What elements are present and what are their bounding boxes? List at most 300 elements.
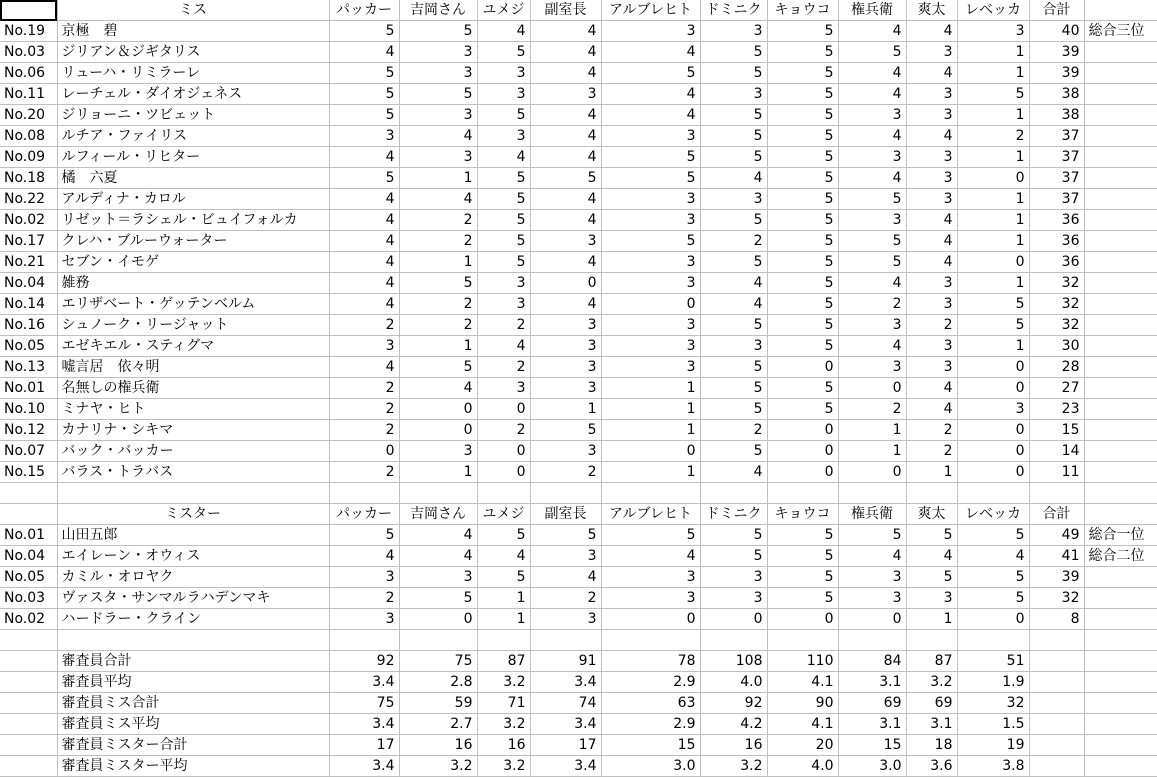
score-cell[interactable]: 2: [906, 315, 957, 336]
score-cell[interactable]: 5: [399, 84, 477, 105]
score-cell[interactable]: 4: [601, 84, 700, 105]
summary-value-cell[interactable]: 4.0: [700, 672, 767, 693]
total-cell[interactable]: 37: [1029, 147, 1084, 168]
rank-note-cell[interactable]: [1084, 315, 1157, 336]
score-cell[interactable]: 5: [601, 525, 700, 546]
score-cell[interactable]: 0: [838, 462, 906, 483]
entry-name-cell[interactable]: エリザベート・ゲッテンベルム: [57, 294, 329, 315]
score-cell[interactable]: 4: [477, 147, 530, 168]
entry-id-cell[interactable]: No.22: [0, 189, 57, 210]
score-cell[interactable]: 5: [700, 441, 767, 462]
cell-empty[interactable]: [1084, 714, 1157, 735]
score-cell[interactable]: 2: [530, 588, 601, 609]
judge-header[interactable]: レベッカ: [957, 504, 1029, 525]
score-cell[interactable]: 0: [477, 462, 530, 483]
score-cell[interactable]: 5: [477, 525, 530, 546]
score-cell[interactable]: 3: [477, 273, 530, 294]
summary-value-cell[interactable]: 3.2: [477, 672, 530, 693]
score-cell[interactable]: 0: [957, 609, 1029, 630]
summary-value-cell[interactable]: 17: [329, 735, 399, 756]
score-cell[interactable]: 4: [530, 126, 601, 147]
score-cell[interactable]: 3: [601, 588, 700, 609]
score-cell[interactable]: 1: [399, 168, 477, 189]
summary-value-cell[interactable]: 3.4: [329, 672, 399, 693]
score-cell[interactable]: 2: [399, 210, 477, 231]
cell-empty[interactable]: [1084, 504, 1157, 525]
cell-empty[interactable]: [1084, 756, 1157, 777]
rank-note-cell[interactable]: [1084, 609, 1157, 630]
entry-name-cell[interactable]: 京極 碧: [57, 21, 329, 42]
score-cell[interactable]: 3: [838, 105, 906, 126]
total-cell[interactable]: 15: [1029, 420, 1084, 441]
cell-empty[interactable]: [0, 630, 57, 651]
score-cell[interactable]: 4: [906, 63, 957, 84]
score-cell[interactable]: 5: [700, 546, 767, 567]
score-cell[interactable]: 5: [700, 525, 767, 546]
score-cell[interactable]: 5: [957, 294, 1029, 315]
summary-value-cell[interactable]: 15: [838, 735, 906, 756]
rank-note-cell[interactable]: [1084, 231, 1157, 252]
total-cell[interactable]: 41: [1029, 546, 1084, 567]
mis_section-name-header[interactable]: ミス: [57, 0, 329, 21]
entry-name-cell[interactable]: アルディナ・カロル: [57, 189, 329, 210]
cell-empty[interactable]: [0, 714, 57, 735]
score-cell[interactable]: 3: [601, 336, 700, 357]
score-cell[interactable]: 1: [601, 420, 700, 441]
summary-value-cell[interactable]: 19: [957, 735, 1029, 756]
summary-label-cell[interactable]: 審査員ミスター平均: [57, 756, 329, 777]
mister_section-name-header[interactable]: ミスター: [57, 504, 329, 525]
summary-value-cell[interactable]: 90: [767, 693, 838, 714]
summary-value-cell[interactable]: 2.9: [601, 672, 700, 693]
score-cell[interactable]: 5: [477, 231, 530, 252]
cell-empty[interactable]: [530, 483, 601, 504]
score-cell[interactable]: 5: [767, 588, 838, 609]
rank-note-cell[interactable]: 総合二位: [1084, 546, 1157, 567]
summary-value-cell[interactable]: 3.1: [906, 714, 957, 735]
score-cell[interactable]: 0: [601, 294, 700, 315]
rank-note-cell[interactable]: 総合一位: [1084, 525, 1157, 546]
cell-empty[interactable]: [1029, 693, 1084, 714]
summary-value-cell[interactable]: 3.4: [530, 756, 601, 777]
entry-name-cell[interactable]: カナリナ・シキマ: [57, 420, 329, 441]
cell-empty[interactable]: [1029, 714, 1084, 735]
cell-empty[interactable]: [0, 651, 57, 672]
score-cell[interactable]: 0: [767, 609, 838, 630]
summary-value-cell[interactable]: 3.2: [906, 672, 957, 693]
score-cell[interactable]: 2: [906, 441, 957, 462]
summary-value-cell[interactable]: 16: [700, 735, 767, 756]
summary-value-cell[interactable]: 2.9: [601, 714, 700, 735]
score-cell[interactable]: 0: [957, 168, 1029, 189]
score-cell[interactable]: 4: [477, 336, 530, 357]
total-cell[interactable]: 14: [1029, 441, 1084, 462]
entry-id-cell[interactable]: No.12: [0, 420, 57, 441]
score-cell[interactable]: 0: [399, 399, 477, 420]
score-cell[interactable]: 5: [767, 546, 838, 567]
summary-label-cell[interactable]: 審査員ミス合計: [57, 693, 329, 714]
summary-value-cell[interactable]: 16: [399, 735, 477, 756]
rank-note-cell[interactable]: 総合三位: [1084, 21, 1157, 42]
entry-id-cell[interactable]: No.18: [0, 168, 57, 189]
score-cell[interactable]: 3: [601, 273, 700, 294]
score-cell[interactable]: 0: [329, 441, 399, 462]
judge-header[interactable]: キョウコ: [767, 0, 838, 21]
entry-name-cell[interactable]: 橘 六夏: [57, 168, 329, 189]
score-cell[interactable]: 5: [957, 525, 1029, 546]
rank-note-cell[interactable]: [1084, 378, 1157, 399]
cell-empty[interactable]: [906, 630, 957, 651]
score-cell[interactable]: 5: [767, 147, 838, 168]
score-cell[interactable]: 5: [767, 294, 838, 315]
rank-note-cell[interactable]: [1084, 462, 1157, 483]
entry-id-cell[interactable]: No.03: [0, 588, 57, 609]
score-cell[interactable]: 5: [329, 525, 399, 546]
score-cell[interactable]: 1: [601, 378, 700, 399]
score-cell[interactable]: 4: [906, 252, 957, 273]
score-cell[interactable]: 4: [530, 21, 601, 42]
cell-empty[interactable]: [0, 504, 57, 525]
summary-label-cell[interactable]: 審査員ミスター合計: [57, 735, 329, 756]
score-cell[interactable]: 5: [399, 21, 477, 42]
total-cell[interactable]: 37: [1029, 126, 1084, 147]
score-cell[interactable]: 4: [329, 273, 399, 294]
score-cell[interactable]: 4: [700, 462, 767, 483]
total-cell[interactable]: 28: [1029, 357, 1084, 378]
score-cell[interactable]: 3: [601, 357, 700, 378]
score-cell[interactable]: 2: [329, 462, 399, 483]
score-cell[interactable]: 5: [767, 567, 838, 588]
score-cell[interactable]: 4: [329, 210, 399, 231]
score-cell[interactable]: 5: [767, 525, 838, 546]
cell-empty[interactable]: [1084, 630, 1157, 651]
summary-value-cell[interactable]: 3.1: [838, 672, 906, 693]
judge-header[interactable]: ユメジ: [477, 504, 530, 525]
entry-name-cell[interactable]: クレハ・ブルーウォーター: [57, 231, 329, 252]
score-cell[interactable]: 3: [601, 567, 700, 588]
score-cell[interactable]: 1: [957, 42, 1029, 63]
score-cell[interactable]: 2: [329, 588, 399, 609]
score-cell[interactable]: 5: [838, 525, 906, 546]
score-cell[interactable]: 5: [601, 168, 700, 189]
score-cell[interactable]: 4: [530, 210, 601, 231]
judge-header[interactable]: アルブレヒト: [601, 0, 700, 21]
score-cell[interactable]: 5: [957, 567, 1029, 588]
score-cell[interactable]: 3: [906, 189, 957, 210]
score-cell[interactable]: 4: [906, 546, 957, 567]
cell-empty[interactable]: [1084, 672, 1157, 693]
summary-value-cell[interactable]: 17: [530, 735, 601, 756]
cell-empty[interactable]: [1029, 735, 1084, 756]
score-cell[interactable]: 4: [700, 294, 767, 315]
score-cell[interactable]: 0: [767, 420, 838, 441]
score-cell[interactable]: 5: [767, 273, 838, 294]
cell-empty[interactable]: [57, 483, 329, 504]
cell-empty[interactable]: [700, 630, 767, 651]
score-cell[interactable]: 5: [329, 21, 399, 42]
score-cell[interactable]: 5: [700, 252, 767, 273]
entry-name-cell[interactable]: レーチェル・ダイオジェネス: [57, 84, 329, 105]
score-cell[interactable]: 5: [477, 252, 530, 273]
total-cell[interactable]: 49: [1029, 525, 1084, 546]
summary-value-cell[interactable]: 20: [767, 735, 838, 756]
score-cell[interactable]: 3: [399, 147, 477, 168]
cell-empty[interactable]: [57, 630, 329, 651]
cell-empty[interactable]: [1084, 693, 1157, 714]
score-cell[interactable]: 3: [477, 63, 530, 84]
score-cell[interactable]: 4: [530, 189, 601, 210]
total-cell[interactable]: 11: [1029, 462, 1084, 483]
score-cell[interactable]: 5: [700, 147, 767, 168]
score-cell[interactable]: 3: [601, 252, 700, 273]
score-cell[interactable]: 0: [767, 441, 838, 462]
score-cell[interactable]: 5: [767, 21, 838, 42]
cell-empty[interactable]: [1029, 756, 1084, 777]
score-cell[interactable]: 5: [767, 189, 838, 210]
score-cell[interactable]: 4: [329, 147, 399, 168]
score-cell[interactable]: 2: [957, 126, 1029, 147]
score-cell[interactable]: 1: [477, 609, 530, 630]
score-cell[interactable]: 0: [767, 462, 838, 483]
score-cell[interactable]: 0: [477, 399, 530, 420]
score-cell[interactable]: 4: [530, 105, 601, 126]
total-cell[interactable]: 32: [1029, 588, 1084, 609]
score-cell[interactable]: 5: [477, 210, 530, 231]
entry-id-cell[interactable]: No.10: [0, 399, 57, 420]
cell-empty[interactable]: [0, 483, 57, 504]
summary-value-cell[interactable]: 78: [601, 651, 700, 672]
summary-value-cell[interactable]: 18: [906, 735, 957, 756]
total-cell[interactable]: 30: [1029, 336, 1084, 357]
total-cell[interactable]: 36: [1029, 231, 1084, 252]
score-cell[interactable]: 4: [838, 168, 906, 189]
score-cell[interactable]: 0: [601, 441, 700, 462]
summary-value-cell[interactable]: 92: [700, 693, 767, 714]
score-cell[interactable]: 0: [957, 378, 1029, 399]
summary-value-cell[interactable]: 3.2: [477, 714, 530, 735]
score-cell[interactable]: 3: [906, 147, 957, 168]
score-cell[interactable]: 3: [957, 399, 1029, 420]
score-cell[interactable]: 5: [957, 588, 1029, 609]
cell-empty[interactable]: [0, 672, 57, 693]
score-cell[interactable]: 3: [601, 189, 700, 210]
summary-value-cell[interactable]: 4.1: [767, 672, 838, 693]
summary-value-cell[interactable]: 69: [838, 693, 906, 714]
score-cell[interactable]: 4: [329, 252, 399, 273]
score-cell[interactable]: 5: [399, 273, 477, 294]
total-cell[interactable]: 27: [1029, 378, 1084, 399]
summary-value-cell[interactable]: 4.2: [700, 714, 767, 735]
rank-note-cell[interactable]: [1084, 399, 1157, 420]
score-cell[interactable]: 1: [530, 399, 601, 420]
judge-header[interactable]: パッカー: [329, 0, 399, 21]
entry-id-cell[interactable]: No.11: [0, 84, 57, 105]
score-cell[interactable]: 5: [700, 210, 767, 231]
summary-value-cell[interactable]: 3.4: [329, 756, 399, 777]
score-cell[interactable]: 5: [700, 126, 767, 147]
active-cell[interactable]: [0, 0, 57, 21]
summary-label-cell[interactable]: 審査員ミス平均: [57, 714, 329, 735]
score-cell[interactable]: 5: [329, 84, 399, 105]
score-cell[interactable]: 3: [601, 21, 700, 42]
score-cell[interactable]: 0: [399, 420, 477, 441]
score-cell[interactable]: 3: [477, 84, 530, 105]
cell-empty[interactable]: [838, 630, 906, 651]
entry-name-cell[interactable]: ジリアン＆ジギタリス: [57, 42, 329, 63]
score-cell[interactable]: 5: [838, 252, 906, 273]
score-cell[interactable]: 1: [838, 441, 906, 462]
entry-id-cell[interactable]: No.13: [0, 357, 57, 378]
score-cell[interactable]: 3: [601, 315, 700, 336]
rank-note-cell[interactable]: [1084, 42, 1157, 63]
score-cell[interactable]: 3: [838, 147, 906, 168]
summary-value-cell[interactable]: 2.7: [399, 714, 477, 735]
rank-note-cell[interactable]: [1084, 273, 1157, 294]
score-cell[interactable]: 5: [767, 42, 838, 63]
score-cell[interactable]: 3: [530, 378, 601, 399]
entry-id-cell[interactable]: No.08: [0, 126, 57, 147]
total-cell[interactable]: 37: [1029, 168, 1084, 189]
judge-header[interactable]: 吉岡さん: [399, 504, 477, 525]
rank-note-cell[interactable]: [1084, 336, 1157, 357]
score-cell[interactable]: 3: [957, 21, 1029, 42]
cell-empty[interactable]: [838, 483, 906, 504]
score-cell[interactable]: 3: [838, 357, 906, 378]
score-cell[interactable]: 5: [700, 105, 767, 126]
score-cell[interactable]: 5: [838, 231, 906, 252]
entry-id-cell[interactable]: No.05: [0, 336, 57, 357]
score-cell[interactable]: 2: [530, 462, 601, 483]
score-cell[interactable]: 3: [399, 105, 477, 126]
score-cell[interactable]: 3: [700, 336, 767, 357]
rank-note-cell[interactable]: [1084, 168, 1157, 189]
score-cell[interactable]: 3: [838, 315, 906, 336]
score-cell[interactable]: 5: [767, 63, 838, 84]
cell-empty[interactable]: [1029, 483, 1084, 504]
score-cell[interactable]: 5: [530, 525, 601, 546]
cell-empty[interactable]: [1084, 735, 1157, 756]
entry-name-cell[interactable]: 名無しの権兵衛: [57, 378, 329, 399]
cell-empty[interactable]: [399, 483, 477, 504]
score-cell[interactable]: 5: [477, 567, 530, 588]
rank-note-cell[interactable]: [1084, 294, 1157, 315]
cell-empty[interactable]: [1084, 651, 1157, 672]
score-cell[interactable]: 3: [530, 84, 601, 105]
score-cell[interactable]: 4: [477, 546, 530, 567]
score-cell[interactable]: 3: [530, 357, 601, 378]
cell-empty[interactable]: [601, 630, 700, 651]
score-cell[interactable]: 4: [700, 168, 767, 189]
score-cell[interactable]: 5: [838, 189, 906, 210]
score-cell[interactable]: 4: [838, 126, 906, 147]
score-cell[interactable]: 4: [399, 546, 477, 567]
score-cell[interactable]: 5: [767, 84, 838, 105]
summary-value-cell[interactable]: 3.2: [399, 756, 477, 777]
summary-value-cell[interactable]: 1.9: [957, 672, 1029, 693]
cell-empty[interactable]: [477, 630, 530, 651]
score-cell[interactable]: 3: [700, 588, 767, 609]
score-cell[interactable]: 3: [477, 294, 530, 315]
cell-empty[interactable]: [1029, 630, 1084, 651]
entry-id-cell[interactable]: No.15: [0, 462, 57, 483]
score-cell[interactable]: 2: [329, 315, 399, 336]
entry-name-cell[interactable]: ルフィール・リヒター: [57, 147, 329, 168]
score-cell[interactable]: 4: [477, 21, 530, 42]
score-cell[interactable]: 5: [601, 147, 700, 168]
total-cell[interactable]: 38: [1029, 84, 1084, 105]
entry-id-cell[interactable]: No.20: [0, 105, 57, 126]
score-cell[interactable]: 3: [329, 609, 399, 630]
score-cell[interactable]: 5: [957, 84, 1029, 105]
entry-id-cell[interactable]: No.01: [0, 378, 57, 399]
summary-value-cell[interactable]: 51: [957, 651, 1029, 672]
score-cell[interactable]: 5: [477, 168, 530, 189]
cell-empty[interactable]: [1029, 651, 1084, 672]
summary-value-cell[interactable]: 3.6: [906, 756, 957, 777]
score-cell[interactable]: 3: [700, 567, 767, 588]
summary-value-cell[interactable]: 3.0: [838, 756, 906, 777]
judge-header[interactable]: アルブレヒト: [601, 504, 700, 525]
score-cell[interactable]: 3: [906, 273, 957, 294]
summary-value-cell[interactable]: 3.8: [957, 756, 1029, 777]
summary-value-cell[interactable]: 3.0: [601, 756, 700, 777]
summary-value-cell[interactable]: 71: [477, 693, 530, 714]
score-cell[interactable]: 0: [957, 252, 1029, 273]
total-header[interactable]: 合計: [1029, 504, 1084, 525]
score-cell[interactable]: 5: [601, 231, 700, 252]
score-cell[interactable]: 4: [700, 273, 767, 294]
score-cell[interactable]: 1: [957, 231, 1029, 252]
cell-empty[interactable]: [700, 483, 767, 504]
score-cell[interactable]: 5: [477, 105, 530, 126]
entry-id-cell[interactable]: No.16: [0, 315, 57, 336]
summary-label-cell[interactable]: 審査員合計: [57, 651, 329, 672]
score-cell[interactable]: 4: [329, 42, 399, 63]
judge-header[interactable]: ドミニク: [700, 0, 767, 21]
score-cell[interactable]: 5: [838, 42, 906, 63]
score-cell[interactable]: 5: [767, 126, 838, 147]
entry-name-cell[interactable]: カミル・オロヤク: [57, 567, 329, 588]
score-cell[interactable]: 5: [767, 378, 838, 399]
score-cell[interactable]: 1: [399, 462, 477, 483]
entry-id-cell[interactable]: No.09: [0, 147, 57, 168]
score-cell[interactable]: 2: [329, 378, 399, 399]
summary-value-cell[interactable]: 1.5: [957, 714, 1029, 735]
total-cell[interactable]: 36: [1029, 252, 1084, 273]
score-cell[interactable]: 4: [906, 126, 957, 147]
score-cell[interactable]: 3: [399, 63, 477, 84]
cell-empty[interactable]: [906, 483, 957, 504]
summary-value-cell[interactable]: 92: [329, 651, 399, 672]
score-cell[interactable]: 5: [767, 168, 838, 189]
score-cell[interactable]: 0: [957, 462, 1029, 483]
score-cell[interactable]: 3: [329, 126, 399, 147]
score-cell[interactable]: 3: [530, 441, 601, 462]
cell-empty[interactable]: [399, 630, 477, 651]
score-cell[interactable]: 3: [530, 609, 601, 630]
entry-name-cell[interactable]: バラス・トラバス: [57, 462, 329, 483]
cell-empty[interactable]: [329, 483, 399, 504]
cell-empty[interactable]: [0, 756, 57, 777]
judge-header[interactable]: 吉岡さん: [399, 0, 477, 21]
entry-name-cell[interactable]: 嘘言居 依々明: [57, 357, 329, 378]
rank-note-cell[interactable]: [1084, 105, 1157, 126]
cell-empty[interactable]: [477, 483, 530, 504]
entry-id-cell[interactable]: No.04: [0, 273, 57, 294]
score-cell[interactable]: 4: [906, 210, 957, 231]
score-cell[interactable]: 4: [601, 105, 700, 126]
total-header[interactable]: 合計: [1029, 0, 1084, 21]
